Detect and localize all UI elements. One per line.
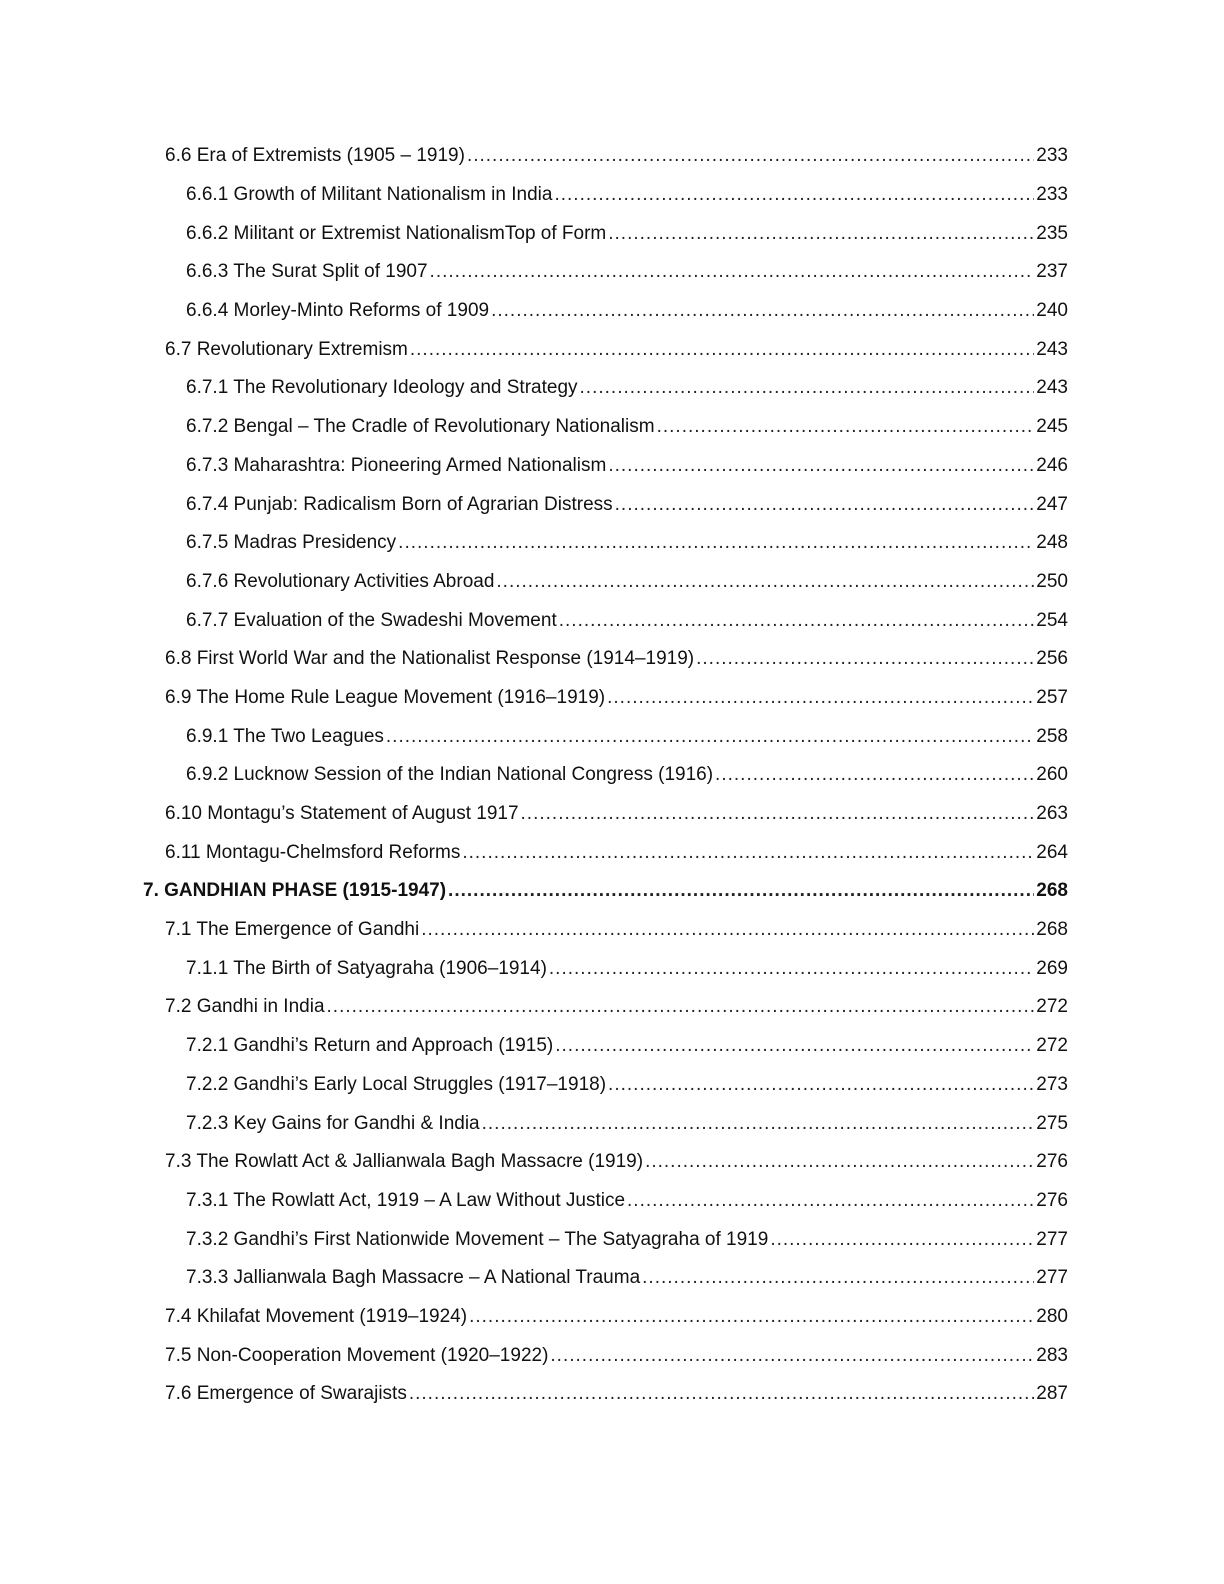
toc-entry-page-number: 276 — [1036, 1189, 1068, 1211]
toc-entry-page-number: 275 — [1036, 1112, 1068, 1134]
toc-entry-page-number: 235 — [1036, 222, 1068, 244]
dot-leader — [715, 764, 1034, 786]
toc-entry-page-number: 247 — [1036, 493, 1068, 515]
dot-leader — [550, 1345, 1034, 1367]
toc-chapter-entry[interactable] — [0, 872, 1224, 911]
toc-entry[interactable] — [0, 1220, 1224, 1259]
toc-entry[interactable] — [0, 330, 1224, 369]
dot-leader — [462, 842, 1034, 864]
toc-entry-page-number: 260 — [1036, 764, 1068, 786]
toc-entry[interactable] — [0, 214, 1224, 253]
toc-entry-page-number: 246 — [1036, 454, 1068, 476]
toc-entry-page-number: 283 — [1036, 1344, 1068, 1366]
dot-leader — [398, 532, 1034, 554]
toc-entry-title: 7.3 The Rowlatt Act & Jallianwala Bagh Massacre (1919) — [165, 1151, 644, 1173]
dot-leader — [410, 339, 1034, 361]
toc-entry[interactable] — [0, 1104, 1224, 1143]
toc-entry-page-number: 250 — [1036, 570, 1068, 592]
toc-entry[interactable] — [0, 176, 1224, 215]
toc-entry[interactable] — [0, 911, 1224, 950]
toc-entry-page-number: 264 — [1036, 841, 1068, 863]
toc-entry-page-number: 233 — [1036, 145, 1068, 167]
toc-entry-title: 7.2.3 Key Gains for Gandhi & India — [186, 1112, 480, 1134]
dot-leader — [421, 919, 1034, 941]
toc-entry[interactable] — [0, 369, 1224, 408]
toc-entry-title: 6.6 Era of Extremists (1905 – 1919) — [165, 145, 465, 167]
toc-entry[interactable] — [0, 408, 1224, 447]
toc-entry-title: 6.7.7 Evaluation of the Swadeshi Movement — [186, 609, 557, 631]
toc-entry-page-number: 240 — [1036, 300, 1068, 322]
dot-leader — [386, 726, 1034, 748]
toc-entry-page-number: 254 — [1036, 609, 1068, 631]
toc-entry-page-number: 256 — [1036, 648, 1068, 670]
toc-entry-title: 6.8 First World War and the Nationalist Response (1914–1919) — [165, 648, 695, 670]
dot-leader — [627, 1190, 1034, 1212]
toc-entry-page-number: 280 — [1036, 1305, 1068, 1327]
toc-entry-title: 7.4 Khilafat Movement (1919–1924) — [165, 1305, 468, 1327]
toc-entry-title: 7.1 The Emergence of Gandhi — [165, 919, 420, 941]
dot-leader — [696, 648, 1034, 670]
toc-entry-page-number: 273 — [1036, 1073, 1068, 1095]
toc-entry-title: 6.9.2 Lucknow Session of the Indian National Congress (1916) — [186, 764, 714, 786]
toc-entry-title: 7.6 Emergence of Swarajists — [165, 1383, 407, 1405]
toc-entry-page-number: 245 — [1036, 416, 1068, 438]
toc-entry[interactable] — [0, 601, 1224, 640]
dot-leader — [657, 416, 1035, 438]
toc-entry[interactable] — [0, 485, 1224, 524]
dot-leader — [615, 494, 1035, 516]
toc-entry-page-number: 243 — [1036, 338, 1068, 360]
toc-entry-title: 6.6.3 The Surat Split of 1907 — [186, 261, 428, 283]
toc-entry-title: 7.3.3 Jallianwala Bagh Massacre – A National Trauma — [186, 1267, 641, 1289]
toc-entry[interactable] — [0, 1375, 1224, 1414]
toc-entry-title: 6.6.4 Morley-Minto Reforms of 1909 — [186, 300, 490, 322]
toc-entry[interactable] — [0, 679, 1224, 718]
toc-entry[interactable] — [0, 717, 1224, 756]
toc-entry-title: 7.3.1 The Rowlatt Act, 1919 – A Law Without Justice — [186, 1189, 626, 1211]
toc-entry-page-number: 243 — [1036, 377, 1068, 399]
toc-entry[interactable] — [0, 833, 1224, 872]
toc-entry-page-number: 276 — [1036, 1151, 1068, 1173]
toc-entry[interactable] — [0, 1143, 1224, 1182]
dot-leader — [607, 687, 1034, 709]
table-of-contents — [0, 137, 1224, 1414]
toc-entry[interactable] — [0, 795, 1224, 834]
dot-leader — [430, 261, 1035, 283]
toc-entry-page-number: 268 — [1036, 919, 1068, 941]
dot-leader — [496, 571, 1034, 593]
toc-entry-page-number: 277 — [1036, 1267, 1068, 1289]
dot-leader — [559, 610, 1035, 632]
toc-entry-page-number: 237 — [1036, 261, 1068, 283]
dot-leader — [467, 145, 1034, 167]
toc-entry[interactable] — [0, 447, 1224, 486]
toc-entry-title: 6.7 Revolutionary Extremism — [165, 338, 408, 360]
toc-entry-title: 6.7.4 Punjab: Radicalism Born of Agrarian Distress — [186, 493, 613, 515]
toc-entry-title: 6.7.6 Revolutionary Activities Abroad — [186, 570, 495, 592]
toc-entry[interactable] — [0, 1066, 1224, 1105]
toc-entry[interactable] — [0, 949, 1224, 988]
toc-entry[interactable] — [0, 1259, 1224, 1298]
toc-entry[interactable] — [0, 253, 1224, 292]
toc-entry-title: 7.5 Non-Cooperation Movement (1920–1922) — [165, 1344, 549, 1366]
dot-leader — [327, 996, 1035, 1018]
dot-leader — [555, 1035, 1034, 1057]
toc-entry[interactable] — [0, 524, 1224, 563]
dot-leader — [554, 184, 1034, 206]
toc-entry[interactable] — [0, 756, 1224, 795]
toc-entry[interactable] — [0, 563, 1224, 602]
toc-entry-title: 6.11 Montagu-Chelmsford Reforms — [165, 841, 461, 863]
toc-entry-title: 7.1.1 The Birth of Satyagraha (1906–1914) — [186, 957, 547, 979]
toc-entry-title: 6.7.1 The Revolutionary Ideology and Strategy — [186, 377, 578, 399]
dot-leader — [491, 300, 1034, 322]
toc-entry-title: 7.2.2 Gandhi’s Early Local Struggles (1917–1918) — [186, 1073, 607, 1095]
dot-leader — [770, 1229, 1034, 1251]
toc-entry-page-number: 263 — [1036, 803, 1068, 825]
dot-leader — [608, 455, 1034, 477]
toc-entry-title: 7.2 Gandhi in India — [165, 996, 325, 1018]
toc-entry-page-number: 287 — [1036, 1383, 1068, 1405]
toc-entry-title: 6.6.1 Growth of Militant Nationalism in India — [186, 184, 553, 206]
toc-entry-title: 6.7.5 Madras Presidency — [186, 532, 397, 554]
toc-entry-title: 7.2.1 Gandhi’s Return and Approach (1915) — [186, 1035, 554, 1057]
toc-entry-page-number: 258 — [1036, 725, 1068, 747]
dot-leader — [608, 1074, 1034, 1096]
dot-leader — [521, 803, 1035, 825]
toc-entry[interactable] — [0, 640, 1224, 679]
toc-entry-title: 6.6.2 Militant or Extremist NationalismTop of Form — [186, 222, 607, 244]
dot-leader — [645, 1151, 1034, 1173]
toc-entry[interactable] — [0, 137, 1224, 176]
toc-entry-title: 7. GANDHIAN PHASE (1915-1947) — [143, 880, 447, 902]
toc-entry-title: 7.3.2 Gandhi’s First Nationwide Movement – The Satyagraha of 1919 — [186, 1228, 769, 1250]
toc-entry[interactable] — [0, 1298, 1224, 1337]
toc-entry-title: 6.9 The Home Rule League Movement (1916–1919) — [165, 686, 606, 708]
toc-entry[interactable] — [0, 988, 1224, 1027]
dot-leader — [482, 1113, 1035, 1135]
toc-entry-page-number: 269 — [1036, 957, 1068, 979]
toc-entry-page-number: 268 — [1036, 880, 1068, 902]
toc-entry-title: 6.7.2 Bengal – The Cradle of Revolutionary Nationalism — [186, 416, 655, 438]
toc-entry-page-number: 248 — [1036, 532, 1068, 554]
toc-entry-page-number: 233 — [1036, 184, 1068, 206]
toc-entry-page-number: 277 — [1036, 1228, 1068, 1250]
dot-leader — [409, 1383, 1034, 1405]
toc-entry[interactable] — [0, 1336, 1224, 1375]
toc-entry-title: 6.10 Montagu’s Statement of August 1917 — [165, 803, 519, 825]
toc-entry-title: 6.9.1 The Two Leagues — [186, 725, 384, 747]
toc-entry[interactable] — [0, 1182, 1224, 1221]
dot-leader — [608, 223, 1034, 245]
dot-leader — [580, 377, 1035, 399]
toc-entry-page-number: 257 — [1036, 686, 1068, 708]
dot-leader — [549, 958, 1034, 980]
toc-entry[interactable] — [0, 1027, 1224, 1066]
dot-leader — [448, 880, 1034, 902]
toc-entry[interactable] — [0, 292, 1224, 331]
dot-leader — [469, 1306, 1034, 1328]
toc-entry-page-number: 272 — [1036, 996, 1068, 1018]
dot-leader — [642, 1267, 1034, 1289]
toc-entry-title: 6.7.3 Maharashtra: Pioneering Armed Nationalism — [186, 454, 607, 476]
toc-entry-page-number: 272 — [1036, 1035, 1068, 1057]
